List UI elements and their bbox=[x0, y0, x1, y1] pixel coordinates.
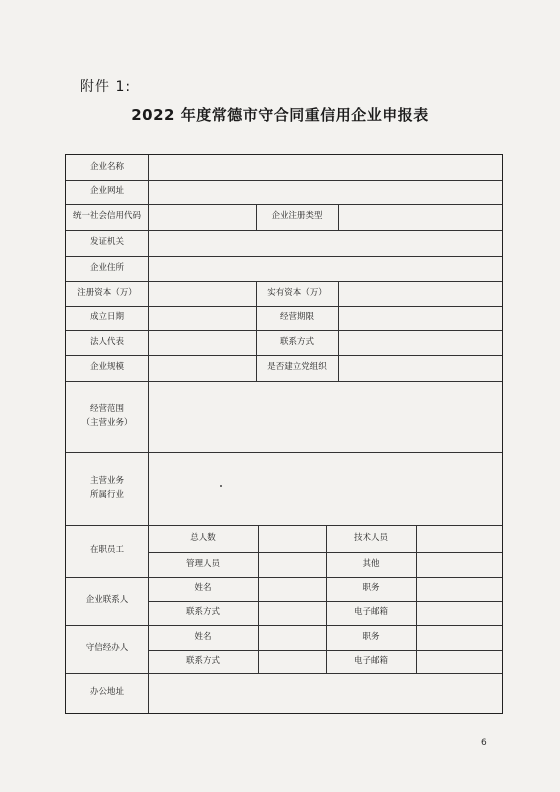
label-credit-agent: 守信经办人 bbox=[85, 643, 129, 654]
application-form-table bbox=[65, 154, 503, 714]
label-contact-position: 职务 bbox=[362, 583, 380, 594]
label-credit-code: 统一社会信用代码 bbox=[72, 211, 141, 222]
business-scope-field[interactable] bbox=[149, 381, 502, 452]
label-others: 其他 bbox=[362, 558, 380, 569]
label-contact-method: 联系方式 bbox=[279, 336, 314, 347]
label-contact-email: 电子邮箱 bbox=[353, 607, 388, 618]
label-office-address: 办公地址 bbox=[89, 687, 124, 698]
main-industry-field[interactable] bbox=[149, 452, 502, 525]
registration-type-field[interactable] bbox=[339, 204, 502, 230]
label-main-industry: 主营业务 所属行业 bbox=[89, 475, 124, 500]
page-title: 2022 年度常德市守合同重信用企业申报表 bbox=[131, 106, 429, 124]
page-number: 6 bbox=[481, 738, 487, 748]
label-business-scope: 经营范围 （主营业务） bbox=[81, 403, 133, 428]
office-address-field[interactable] bbox=[149, 673, 502, 713]
label-contact-name: 姓名 bbox=[194, 583, 212, 594]
label-contact-contact: 联系方式 bbox=[185, 607, 220, 618]
label-agent-name: 姓名 bbox=[194, 631, 212, 642]
company-name-field[interactable] bbox=[149, 155, 502, 180]
label-employees: 在职员工 bbox=[89, 545, 124, 556]
company-website-field[interactable] bbox=[149, 180, 502, 204]
label-party-org: 是否建立党组织 bbox=[267, 362, 327, 373]
label-total-staff: 总人数 bbox=[190, 532, 216, 543]
label-company-address: 企业住所 bbox=[89, 262, 124, 273]
label-paid-capital: 实有资本（万） bbox=[267, 287, 327, 298]
label-agent-contact: 联系方式 bbox=[185, 655, 220, 666]
label-company-website: 企业网址 bbox=[89, 186, 124, 197]
label-registration-type: 企业注册类型 bbox=[271, 211, 323, 222]
label-issuing-authority: 发证机关 bbox=[89, 237, 124, 248]
label-mgmt-staff: 管理人员 bbox=[185, 558, 220, 569]
label-established-date: 成立日期 bbox=[89, 312, 124, 323]
company-address-field[interactable] bbox=[149, 256, 502, 281]
label-tech-staff: 技术人员 bbox=[353, 532, 388, 543]
label-company-scale: 企业规模 bbox=[89, 362, 124, 373]
label-registered-capital: 注册资本（万） bbox=[77, 287, 137, 298]
annex-label: 附件 1: bbox=[80, 79, 132, 95]
ink-dot bbox=[220, 485, 222, 487]
credit-code-field[interactable] bbox=[149, 204, 256, 230]
label-business-term: 经营期限 bbox=[279, 312, 314, 323]
issuing-authority-field[interactable] bbox=[149, 230, 502, 256]
label-agent-position: 职务 bbox=[362, 631, 380, 642]
label-legal-rep: 法人代表 bbox=[89, 336, 124, 347]
label-company-contact: 企业联系人 bbox=[85, 595, 129, 606]
label-agent-email: 电子邮箱 bbox=[353, 655, 388, 666]
label-company-name: 企业名称 bbox=[89, 161, 124, 172]
